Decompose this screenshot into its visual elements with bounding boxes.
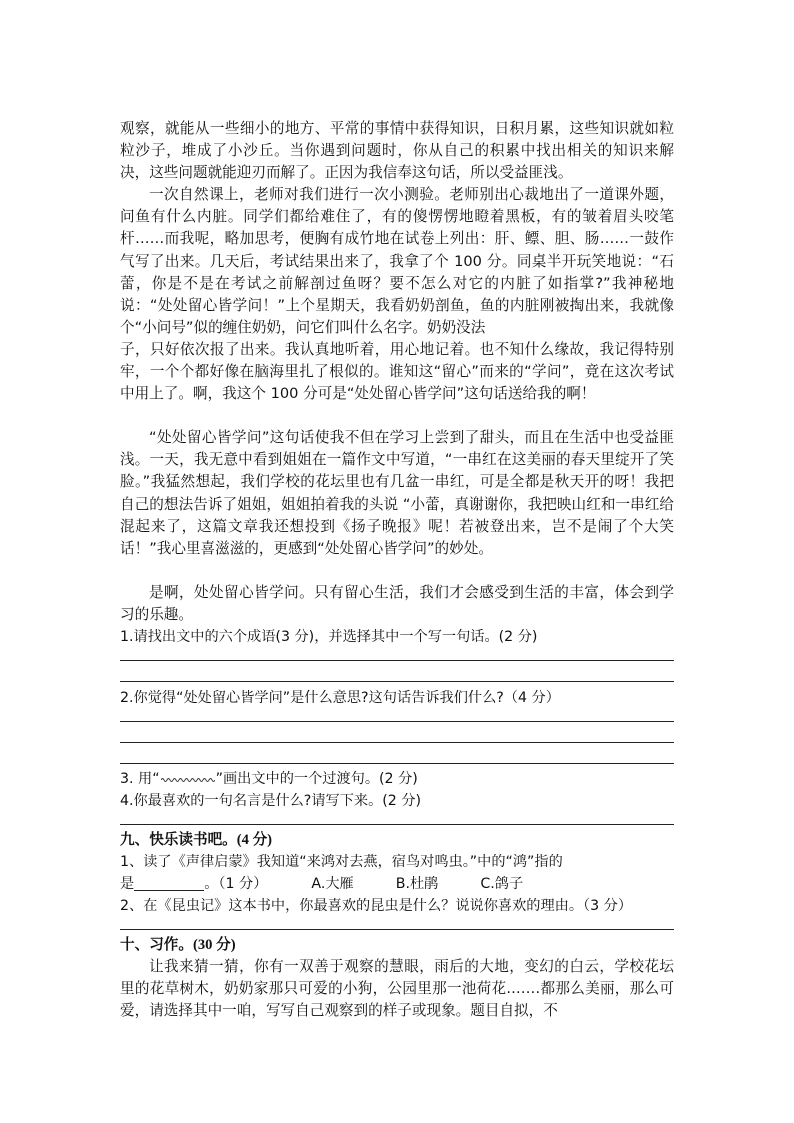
section-9-question-2: 2、在《昆虫记》这本书中，你最喜欢的昆虫是什么？说说你喜欢的理由。（3 分）: [120, 898, 633, 914]
answer-line[interactable]: [120, 721, 674, 722]
answer-line[interactable]: [120, 742, 674, 743]
question-3-suffix: ”画出文中的一个过渡句。(2 分): [215, 771, 418, 787]
section-10-score: (30 分): [193, 937, 236, 953]
answer-line[interactable]: [120, 681, 674, 682]
question-1: 1.请找出文中的六个成语(3 分)，并选择其中一个写一句话。(2 分): [120, 629, 538, 645]
content-column: [120, 118, 674, 1023]
passage-paragraph-3: 子，只好依次报了出来。我认真地听着，用心地记着。也不知什么缘故，我记得特别牢，一个个都好像在脑海里扎了根似的。谁知这“留心”而来的“学问”，竟在这次考试中用上了。啊，我这个 100 分可是“处处留心皆学问”这句话送给我的啊！: [120, 341, 674, 403]
question-2: 2.你觉得“处处留心皆学问”是什么意思?这句话告诉我们什么?（4 分）: [120, 690, 560, 706]
passage-paragraph-5: 是啊，处处留心皆学问。只有留心生活，我们才会感受到生活的丰富，体会到学习的乐趣。: [120, 584, 674, 624]
answer-line[interactable]: [120, 929, 674, 930]
section-10-number: 十、: [120, 936, 150, 953]
section-10-title: 习作。: [149, 936, 193, 953]
question-3: [120, 768, 674, 790]
section-9-title: 快乐读书吧。: [149, 831, 237, 848]
answer-suffix: 。（1 分）: [204, 876, 268, 892]
answer-prefix: 是: [120, 876, 135, 892]
wavy-underline-icon: [161, 774, 215, 784]
section-9-question-1-answer: [120, 873, 674, 895]
section-9-score: (4 分): [236, 832, 273, 848]
answer-line[interactable]: [120, 824, 674, 825]
section-10-heading: [120, 934, 674, 956]
answer-line[interactable]: [120, 763, 674, 764]
section-10-prompt: 让我来猜一猜，你有一双善于观察的慧眼，雨后的大地，变幻的白云，学校花坛里的花草树木，奶奶家那只可爱的小狗，公园里那一池荷花.……都那么美丽，那么可爱，请选择其中一咱，写写自己观察到的样子或现象。题目自拟，不: [120, 958, 674, 1020]
option-c[interactable]: C.鸽子: [480, 876, 524, 892]
option-a[interactable]: A.大雁: [311, 876, 354, 892]
answer-line[interactable]: [120, 660, 674, 661]
option-b[interactable]: B.杜鹃: [395, 876, 439, 892]
fill-blank[interactable]: [134, 874, 204, 891]
question-3-prefix: 3. 用“: [120, 771, 160, 787]
question-4: 4.你最喜欢的一句名言是什么?请写下来。(2 分): [120, 793, 422, 809]
section-9-question-1: 1、读了《声律启蒙》我知道“来鸿对去燕，宿鸟对鸣虫。”中的“鸿”指的: [120, 854, 563, 870]
passage-paragraph-4: “处处留心皆学问”这句话使我不但在学习上尝到了甜头，而且在生活中也受益匪浅。一天，我无意中看到姐姐在一篇作文中写道，“一串红在这美丽的春天里绽开了笑脸。”我猛然想起，我们学校的花坛里也有几盆一串红，可是全都是秋天开的呀！我把自己的想法告诉了姐姐，姐姐拍着我的头说 “小蕾，真谢谢你，我把映山红和一串红给混起来了，这篇文章我还想投到《扬子晚报》呢！若被登出来，岂不是闹了个大笑话！”我心里喜滋滋的，更感到“处处留心皆学问”的妙处。: [120, 429, 674, 558]
section-9-heading: [120, 829, 674, 851]
passage-paragraph-2: 一次自然课上，老师对我们进行一次小测验。老师别出心裁地出了一道课外题，问鱼有什么内脏。同学们都给难住了，有的傻愣愣地瞪着黑板，有的皱着眉头咬笔杆……而我呢，略加思考，便胸有成竹地在试卷上列出：肝、鳔、胆、肠……一鼓作气写了出来。几天后，考试结果出来了，我拿了个 100 分。同桌半开玩笑地说：“石蕾，你是不是在考试之前解剖过鱼呀？要不怎么对它的内脏了如指掌?”我神秘地说：“处处留心皆学问！”上个星期天，我看奶奶剖鱼，鱼的内脏刚被掏出来，我就像个“小问号”似的缠住奶奶，问它们叫什么名字。奶奶没法: [120, 186, 674, 337]
passage-paragraph-1: 观察，就能从一些细小的地方、平常的事情中获得知识，日积月累，这些知识就如粒粒沙子，堆成了小沙丘。当你遇到问题时，你从自己的积累中找出相关的知识来解决，这些问题就能迎刃而解了。正因为我信奉这句话，所以受益匪浅。: [120, 120, 674, 182]
section-9-number: 九、: [120, 831, 150, 848]
